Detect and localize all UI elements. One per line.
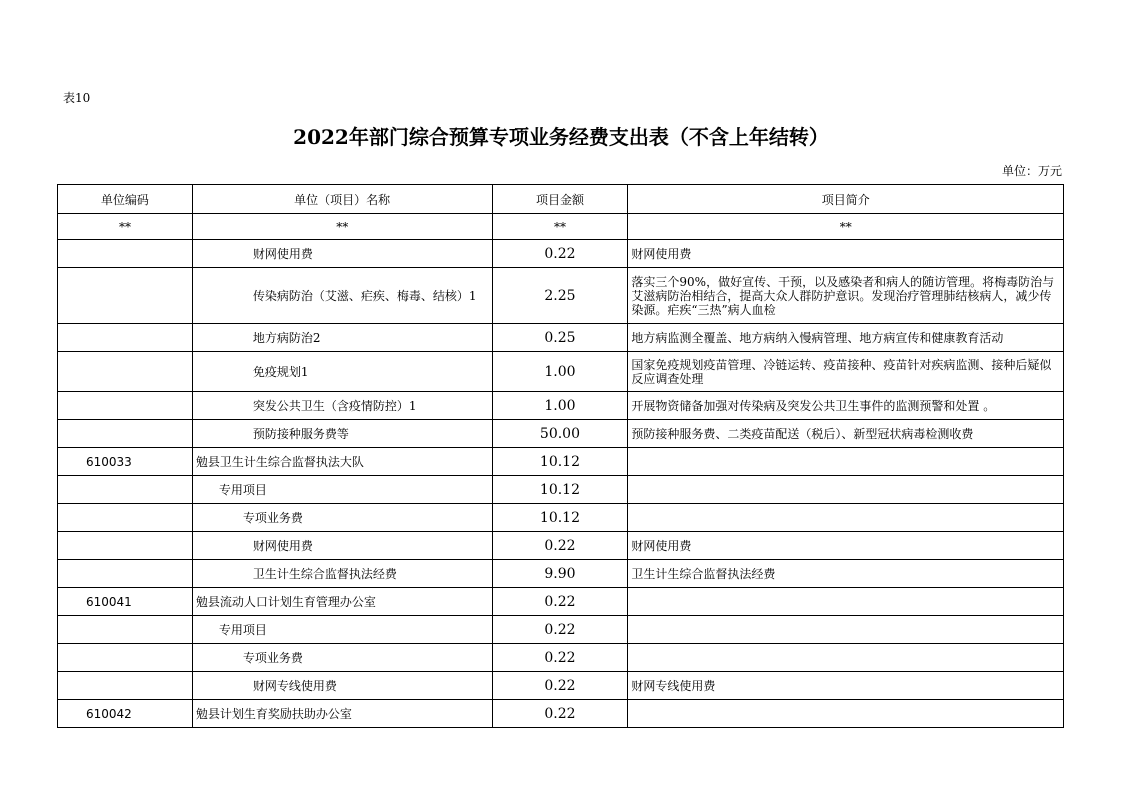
- amount-cell: 0.22: [492, 240, 628, 268]
- table-number: 表10: [63, 91, 91, 105]
- star-cell: **: [58, 214, 193, 240]
- unit-name-cell: 传染病防治（艾滋、疟疾、梅毒、结核）1: [192, 268, 492, 324]
- unit-name-cell: 专项业务费: [192, 504, 492, 532]
- amount-cell: 0.22: [492, 700, 628, 728]
- unit-name-cell: 勉县卫生计生综合监督执法大队: [192, 448, 492, 476]
- description-cell: [628, 700, 1064, 728]
- description-cell: 财网使用费: [628, 240, 1064, 268]
- description-cell: [628, 448, 1064, 476]
- amount-cell: 0.22: [492, 672, 628, 700]
- unit-code-cell: [58, 560, 193, 588]
- table-row: [58, 504, 1064, 532]
- amount-cell: 0.22: [492, 644, 628, 672]
- table-row: [58, 532, 1064, 560]
- unit-name-cell: 财网使用费: [192, 240, 492, 268]
- unit-code-cell: [58, 420, 193, 448]
- table-row: [58, 240, 1064, 268]
- amount-cell: 2.25: [492, 268, 628, 324]
- description-cell: 财网专线使用费: [628, 672, 1064, 700]
- unit-name-cell: 专用项目: [192, 476, 492, 504]
- amount-cell: 0.22: [492, 532, 628, 560]
- unit-code-cell: [58, 616, 193, 644]
- unit-code-cell: [58, 532, 193, 560]
- description-cell: 开展物资储备加强对传染病及突发公共卫生事件的监测预警和处置 。: [628, 392, 1064, 420]
- unit-name-cell: 勉县流动人口计划生育管理办公室: [192, 588, 492, 616]
- description-cell: [628, 504, 1064, 532]
- unit-code-cell: [58, 476, 193, 504]
- unit-code-cell: 610033: [58, 448, 193, 476]
- table-row: [58, 352, 1064, 392]
- unit-name-cell: 免疫规划1: [192, 352, 492, 392]
- unit-code-cell: [58, 352, 193, 392]
- amount-cell: 0.22: [492, 616, 628, 644]
- description-cell: 地方病监测全覆盖、地方病纳入慢病管理、地方病宣传和健康教育活动: [628, 324, 1064, 352]
- description-cell: [628, 616, 1064, 644]
- amount-cell: 0.22: [492, 588, 628, 616]
- unit-code-cell: [58, 392, 193, 420]
- unit-note: 单位：万元: [1001, 164, 1062, 178]
- table-row: [58, 700, 1064, 728]
- table-row: [58, 324, 1064, 352]
- unit-name-cell: 预防接种服务费等: [192, 420, 492, 448]
- unit-code-cell: [58, 504, 193, 532]
- unit-name-cell: 突发公共卫生（含疫情防控）1: [192, 392, 492, 420]
- unit-name-cell: 财网使用费: [192, 532, 492, 560]
- table-row: [58, 420, 1064, 448]
- table-row: [58, 448, 1064, 476]
- unit-code-cell: [58, 324, 193, 352]
- description-cell: [628, 476, 1064, 504]
- star-cell: **: [492, 214, 628, 240]
- unit-name-cell: 卫生计生综合监督执法经费: [192, 560, 492, 588]
- unit-name-cell: 勉县计划生育奖励扶助办公室: [192, 700, 492, 728]
- unit-name-cell: 专用项目: [192, 616, 492, 644]
- unit-code-cell: 610041: [58, 588, 193, 616]
- header-row: [58, 185, 1064, 214]
- table-row: [58, 644, 1064, 672]
- unit-code-cell: [58, 268, 193, 324]
- amount-cell: 1.00: [492, 392, 628, 420]
- unit-code-cell: 610042: [58, 700, 193, 728]
- star-row: [58, 214, 1064, 240]
- unit-code-cell: [58, 240, 193, 268]
- table-row: [58, 588, 1064, 616]
- amount-cell: 0.25: [492, 324, 628, 352]
- amount-cell: 50.00: [492, 420, 628, 448]
- header-description: 项目简介: [628, 185, 1064, 214]
- amount-cell: 10.12: [492, 476, 628, 504]
- unit-name-cell: 财网专线使用费: [192, 672, 492, 700]
- page-title: 2022年部门综合预算专项业务经费支出表（不含上年结转）: [293, 125, 829, 149]
- amount-cell: 9.90: [492, 560, 628, 588]
- header-amount: 项目金额: [492, 185, 628, 214]
- unit-name-cell: 地方病防治2: [192, 324, 492, 352]
- unit-code-cell: [58, 672, 193, 700]
- description-cell: 国家免疫规划疫苗管理、冷链运转、疫苗接种、疫苗针对疾病监测、接种后疑似反应调查处理: [628, 352, 1064, 392]
- table-row: [58, 476, 1064, 504]
- header-unit-code: 单位编码: [58, 185, 193, 214]
- table-row: [58, 616, 1064, 644]
- description-cell: [628, 644, 1064, 672]
- description-cell: 财网使用费: [628, 532, 1064, 560]
- header-unit-name: 单位（项目）名称: [192, 185, 492, 214]
- amount-cell: 1.00: [492, 352, 628, 392]
- description-cell: 落实三个90%，做好宣传、干预，以及感染者和病人的随访管理。将梅毒防治与艾滋病防治相结合，提高大众人群防护意识。发现治疗管理肺结核病人，减少传染源。疟疾“三热”病人血检: [628, 268, 1064, 324]
- description-cell: [628, 588, 1064, 616]
- budget-table: [57, 184, 1064, 728]
- amount-cell: 10.12: [492, 504, 628, 532]
- table-row: [58, 560, 1064, 588]
- unit-code-cell: [58, 644, 193, 672]
- table-row: [58, 392, 1064, 420]
- description-cell: 预防接种服务费、二类疫苗配送（税后）、新型冠状病毒检测收费: [628, 420, 1064, 448]
- star-cell: **: [628, 214, 1064, 240]
- amount-cell: 10.12: [492, 448, 628, 476]
- unit-name-cell: 专项业务费: [192, 644, 492, 672]
- star-cell: **: [192, 214, 492, 240]
- description-cell: 卫生计生综合监督执法经费: [628, 560, 1064, 588]
- table-row: [58, 672, 1064, 700]
- table-row: [58, 268, 1064, 324]
